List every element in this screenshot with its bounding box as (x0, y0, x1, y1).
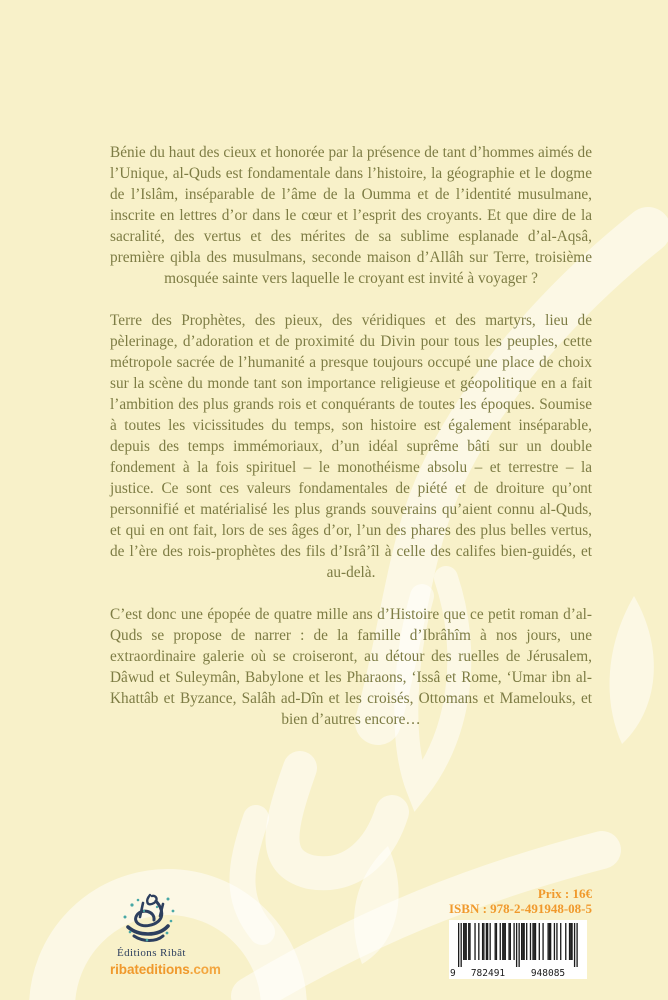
barcode-digit-left: 9 (450, 968, 456, 979)
blurb-paragraph-3: C’est donc une épopée de quatre mille ans d’Histoire que ce petit roman d’al-Quds se propose de narrer : de la famille d’Ibrâhîm à nos jours, une extraordinaire galerie où se croiseront, au détour des ruelles de Jérusalem, Dâwud et Suleymân, Babylone et les Pharaons, ‘Issâ et Rome, ‘Umar ibn al-Khattâb et Byzance, Salâh ad-Dîn et les croisés, Ottomans et Mamelouks, et bien d’autres encore… (110, 606, 592, 728)
barcode-digits-group2: 948085 (530, 968, 566, 979)
commerce-block (449, 886, 592, 979)
blurb-paragraph-1: Bénie du haut des cieux et honorée par la présence de tant d’hommes aimés de l’Unique, al-Quds est fondamentale dans l’histoire, la géographie et le dogme de l’Islâm, inséparable de l’âme de la Oumma et de l’identité musulmane, inscrite en lettres d’or dans le cœur et l’esprit des croyants. Et que dire de la sacralité, des vertus et des mérites de sa sublime esplanade d’al-Aqsâ, première qibla des musulmans, seconde maison d’Allâh sur Terre, troisième mosquée sainte vers laquelle le croyant est invité à voyager ? (110, 144, 592, 287)
isbn-label: ISBN : 978-2-491948-08-5 (449, 901, 592, 916)
ean13-barcode-icon (449, 920, 587, 979)
publisher-website-name: ribateditions (110, 962, 190, 977)
barcode (449, 920, 587, 979)
publisher-website-tld: .com (189, 962, 221, 977)
publisher-calligraphy-logo-icon (110, 891, 184, 945)
barcode-digits-group1: 782491 (470, 968, 506, 979)
back-cover-blurb (110, 142, 592, 730)
blurb-paragraph-2: Terre des Prophètes, des pieux, des véridiques et des martyrs, lieu de pèlerinage, d’adoration et de proximité du Divin pour tous les peuples, cette métropole sacrée de l’humanité a presque toujours occupé une place de choix sur la scène du monde tant son importance religieuse et géopolitique en a fait l’ambition des plus grands rois et conquérants de toutes les époques. Soumise à toutes les vicissitudes du temps, son histoire est également inséparable, depuis des temps immémoriaux, d’un idéal suprême bâti sur un double fondement à la fois spirituel – le monothéisme absolu – et terrestre – la justice. Ce sont ces valeurs fondamentales de piété et de droiture qu’ont personnifié et matérialisé les plus grands souverains qu’aient connu al-Quds, et qui en ont fait, lors de ses âges d’or, l’un des phares des plus belles vertus, de l’ère des rois-prophètes des fils d’Isrâ’îl à celle des califes bien-guidés, et au-delà. (110, 312, 592, 581)
publisher-name: Éditions Ribât (117, 947, 186, 959)
publisher-website (110, 962, 221, 977)
price-label: Prix : 16€ (537, 886, 592, 901)
publisher-block (110, 891, 221, 977)
